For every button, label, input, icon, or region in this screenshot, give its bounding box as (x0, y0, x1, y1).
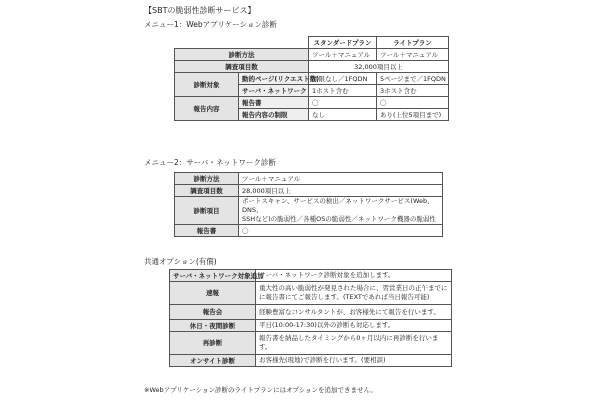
limit-standard: なし (309, 109, 377, 121)
report-sub: 報告書 (239, 97, 309, 109)
report-standard: 〇 (309, 97, 377, 109)
opt-line1-2: 経験豊富なコンサルタントが、お客様先にて報告を行います。 (259, 307, 440, 316)
opt-line1-4: 報告書を納品したタイミングから0ヶ月以内に再診断を行いま (259, 334, 439, 342)
m2-method-label: 診断方法 (175, 173, 239, 185)
opt-value-1 (256, 282, 452, 305)
opt-value-0 (256, 270, 452, 282)
limit-lite: あり(上位5項目まで) (377, 109, 449, 121)
m2-report-value: 〇 (239, 225, 443, 237)
dynamic-label: 動的ページ(リクエスト数) (239, 73, 309, 85)
m2-items-value: 28,000項目以上 (239, 185, 443, 197)
menu2-table (174, 172, 443, 237)
m2-method-value: ツール＋マニュアル (239, 173, 443, 185)
items-label: 調査項目数 (175, 61, 309, 73)
opt-line2-1: に報告書にてご報告します。(TEXTであれば当日報告可能) (259, 293, 430, 301)
dynamic-lite: 5ページまで／1FQDN (377, 73, 449, 85)
opt-value-4 (256, 332, 452, 355)
options-title: 共通オプション(有償) (144, 257, 217, 266)
opt-line1-3: 平日(10:00-17:30)以外の診断も対応します。 (259, 321, 395, 329)
menu1-title: メニュー1：Webアプリケーション診断 (144, 20, 277, 29)
m2-scope-line1: ポートスキャン、サービスの検出／ネットワークサービス(Web、DNS、 (242, 197, 434, 214)
method-label: 診断方法 (175, 49, 309, 61)
method-standard: ツール＋マニュアル (309, 49, 377, 61)
m2-items-label: 調査項目数 (175, 185, 239, 197)
server-lite: 3ホスト含む (377, 85, 449, 97)
menu1-table (174, 36, 449, 121)
opt-label-1: 速報 (170, 282, 256, 305)
method-lite: ツール＋マニュアル (377, 49, 449, 61)
menu2-title: メニュー2：サーバ・ネットワーク診断 (144, 158, 276, 167)
server-label: サーバ・ネットワーク (239, 85, 309, 97)
page-title: 【SBTの脆弱性診断サービス】 (144, 6, 256, 15)
opt-label-3: 休日・夜間診断 (170, 320, 256, 332)
m2-scope-label: 診断項目 (175, 197, 239, 225)
head-standard: スタンダードプラン (309, 37, 377, 49)
server-standard: 1ホスト含む (309, 85, 377, 97)
opt-label-5: オンサイト診断 (170, 355, 256, 367)
limit-sub: 報告内容の制限 (239, 109, 309, 121)
options-table (169, 269, 452, 367)
opt-value-5 (256, 355, 452, 367)
opt-line1-0: サーバ・ネットワーク診断対象を追加します。 (259, 271, 395, 279)
opt-line1-5: お客様先(現地)で診断を行います。(要相談) (259, 356, 386, 364)
opt-value-3 (256, 320, 452, 332)
items-value: 32,000項目以上 (309, 61, 449, 73)
target-label: 診断対象 (175, 73, 239, 97)
opt-line2-4: す。 (259, 343, 272, 351)
footnote: ※Webアプリケーション診断のライトプランにはオプションを追加できません。 (144, 386, 377, 394)
opt-label-2: 報告会 (170, 305, 256, 320)
head-lite: ライトプラン (377, 37, 449, 49)
opt-value-2 (256, 305, 452, 320)
m2-report-label: 報告書 (175, 225, 239, 237)
opt-label-4: 再診断 (170, 332, 256, 355)
m2-scope-value (239, 197, 443, 225)
report-label: 報告内容 (175, 97, 239, 121)
report-lite: 〇 (377, 97, 449, 109)
opt-line1-1: 重大性の高い脆弱性が発見された場合に、習営業日の正午までに (259, 284, 448, 292)
opt-label-0: サーバ・ネットワーク対象追加 (170, 270, 256, 282)
dynamic-standard: 制限なし／1FQDN (309, 73, 377, 85)
m2-scope-line2: SSHなど)の脆弱性／各種OSの脆弱性／ネットワーク機器の脆弱性 (242, 215, 436, 223)
